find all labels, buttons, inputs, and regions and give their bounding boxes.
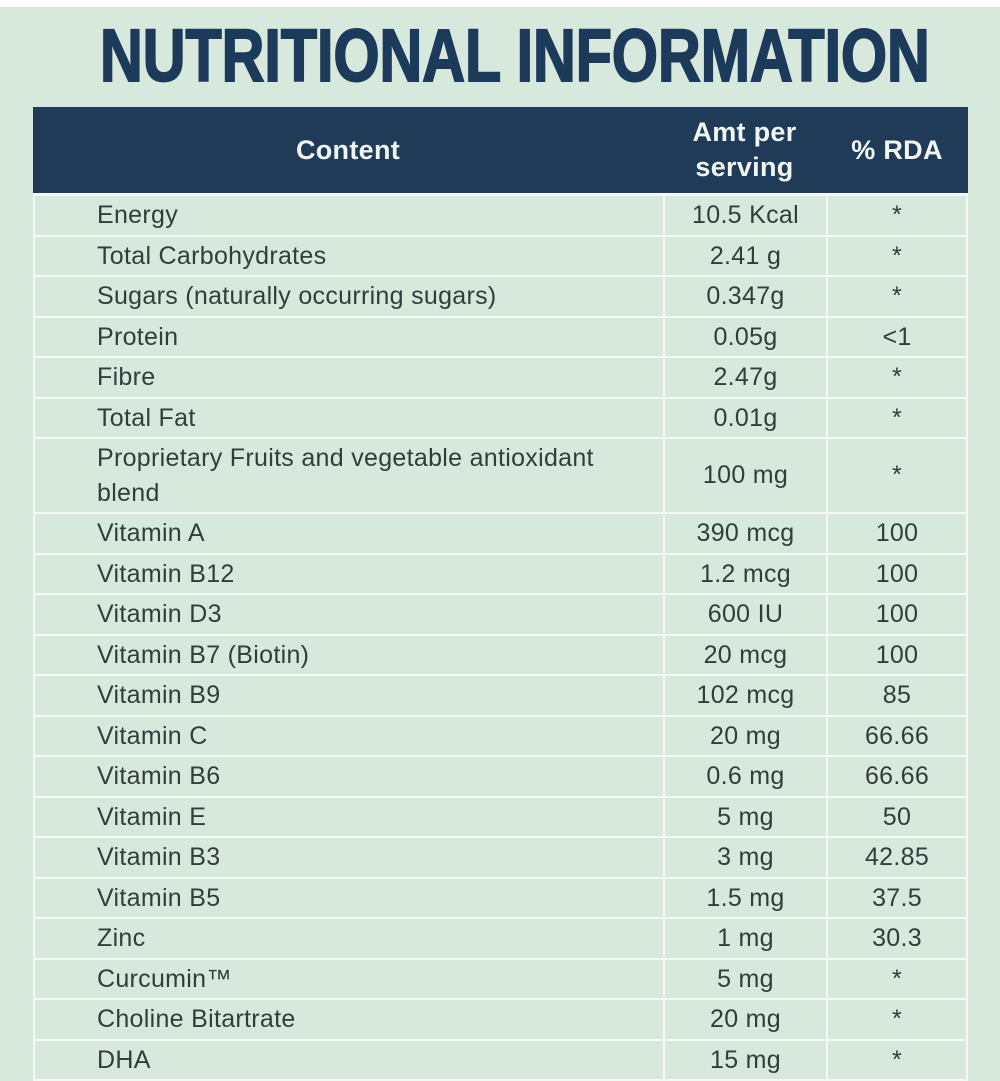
table-row: [35, 757, 966, 798]
row-rda-cell: 66.66: [826, 757, 966, 796]
row-content-cell: Vitamin B6: [35, 757, 663, 796]
table-body: [33, 193, 968, 1081]
row-content-cell: Vitamin D3: [35, 595, 663, 634]
row-amount-cell: 100 mg: [663, 439, 826, 512]
row-rda-cell: *: [826, 277, 966, 316]
row-amount-cell: 10.5 Kcal: [663, 196, 826, 235]
row-rda-cell: *: [826, 439, 966, 512]
row-amount-cell: 2.47g: [663, 358, 826, 397]
row-content-cell: Vitamin B7 (Biotin): [35, 636, 663, 675]
table-row: [35, 358, 966, 399]
row-content-cell: Vitamin E: [35, 798, 663, 837]
table-row: [35, 798, 966, 839]
row-amount-cell: 2.41 g: [663, 237, 826, 276]
table-row: [35, 717, 966, 758]
row-rda-cell: 85: [826, 676, 966, 715]
row-rda-cell: 50: [826, 798, 966, 837]
row-content-cell: DHA: [35, 1041, 663, 1080]
row-rda-cell: 30.3: [826, 919, 966, 958]
row-amount-cell: 0.347g: [663, 277, 826, 316]
table-row: [35, 318, 966, 359]
row-amount-cell: 3 mg: [663, 838, 826, 877]
row-content-cell: Vitamin A: [35, 514, 663, 553]
row-rda-cell: 66.66: [826, 717, 966, 756]
table-row: [35, 237, 966, 278]
row-amount-cell: 0.01g: [663, 399, 826, 438]
table-row: [35, 555, 966, 596]
row-rda-cell: 100: [826, 555, 966, 594]
table-row: [35, 514, 966, 555]
table-row: [35, 399, 966, 440]
row-rda-cell: 100: [826, 595, 966, 634]
row-content-cell: Fibre: [35, 358, 663, 397]
row-rda-cell: 100: [826, 636, 966, 675]
row-content-cell: Sugars (naturally occurring sugars): [35, 277, 663, 316]
table-row: [35, 879, 966, 920]
row-amount-cell: 0.05g: [663, 318, 826, 357]
row-amount-cell: 5 mg: [663, 798, 826, 837]
table-row: [35, 595, 966, 636]
table-row: [35, 676, 966, 717]
row-amount-cell: 390 mcg: [663, 514, 826, 553]
row-amount-cell: 20 mg: [663, 1000, 826, 1039]
row-amount-cell: 5 mg: [663, 960, 826, 999]
table-row: [35, 196, 966, 237]
row-amount-cell: 0.6 mg: [663, 757, 826, 796]
row-rda-cell: <1: [826, 318, 966, 357]
table-row: [35, 277, 966, 318]
row-content-cell: Protein: [35, 318, 663, 357]
row-content-cell: Zinc: [35, 919, 663, 958]
row-content-cell: Vitamin B5: [35, 879, 663, 918]
row-content-cell: Proprietary Fruits and vegetable antioxidant blend: [35, 439, 663, 512]
row-content-cell: Total Carbohydrates: [35, 237, 663, 276]
column-header-amount-per-serving: Amt per serving: [663, 115, 826, 185]
row-amount-cell: 20 mg: [663, 717, 826, 756]
row-rda-cell: *: [826, 960, 966, 999]
column-header-rda: % RDA: [826, 135, 968, 166]
row-content-cell: Total Fat: [35, 399, 663, 438]
row-rda-cell: *: [826, 358, 966, 397]
row-content-cell: Vitamin B3: [35, 838, 663, 877]
row-content-cell: Curcumin™: [35, 960, 663, 999]
row-content-cell: Choline Bitartrate: [35, 1000, 663, 1039]
column-header-content: Content: [33, 135, 663, 166]
table-header-row: [33, 107, 968, 193]
table-row: [35, 919, 966, 960]
row-rda-cell: 37.5: [826, 879, 966, 918]
row-rda-cell: *: [826, 1000, 966, 1039]
row-amount-cell: 1.5 mg: [663, 879, 826, 918]
table-row: [35, 1041, 966, 1081]
nutrition-table: [33, 107, 968, 1081]
row-rda-cell: *: [826, 1041, 966, 1080]
row-rda-cell: *: [826, 196, 966, 235]
row-rda-cell: 42.85: [826, 838, 966, 877]
row-content-cell: Vitamin B9: [35, 676, 663, 715]
page-title: NUTRITIONAL INFORMATION: [100, 19, 900, 93]
row-content-cell: Energy: [35, 196, 663, 235]
table-row: [35, 1000, 966, 1041]
row-amount-cell: 102 mcg: [663, 676, 826, 715]
table-row: [35, 636, 966, 677]
top-white-strip: [0, 0, 1000, 7]
row-rda-cell: 100: [826, 514, 966, 553]
table-row: [35, 439, 966, 514]
row-content-cell: Vitamin B12: [35, 555, 663, 594]
row-rda-cell: *: [826, 399, 966, 438]
row-rda-cell: *: [826, 237, 966, 276]
row-amount-cell: 15 mg: [663, 1041, 826, 1080]
table-row: [35, 960, 966, 1001]
row-amount-cell: 1 mg: [663, 919, 826, 958]
row-content-cell: Vitamin C: [35, 717, 663, 756]
table-row: [35, 838, 966, 879]
row-amount-cell: 20 mcg: [663, 636, 826, 675]
row-amount-cell: 1.2 mcg: [663, 555, 826, 594]
row-amount-cell: 600 IU: [663, 595, 826, 634]
